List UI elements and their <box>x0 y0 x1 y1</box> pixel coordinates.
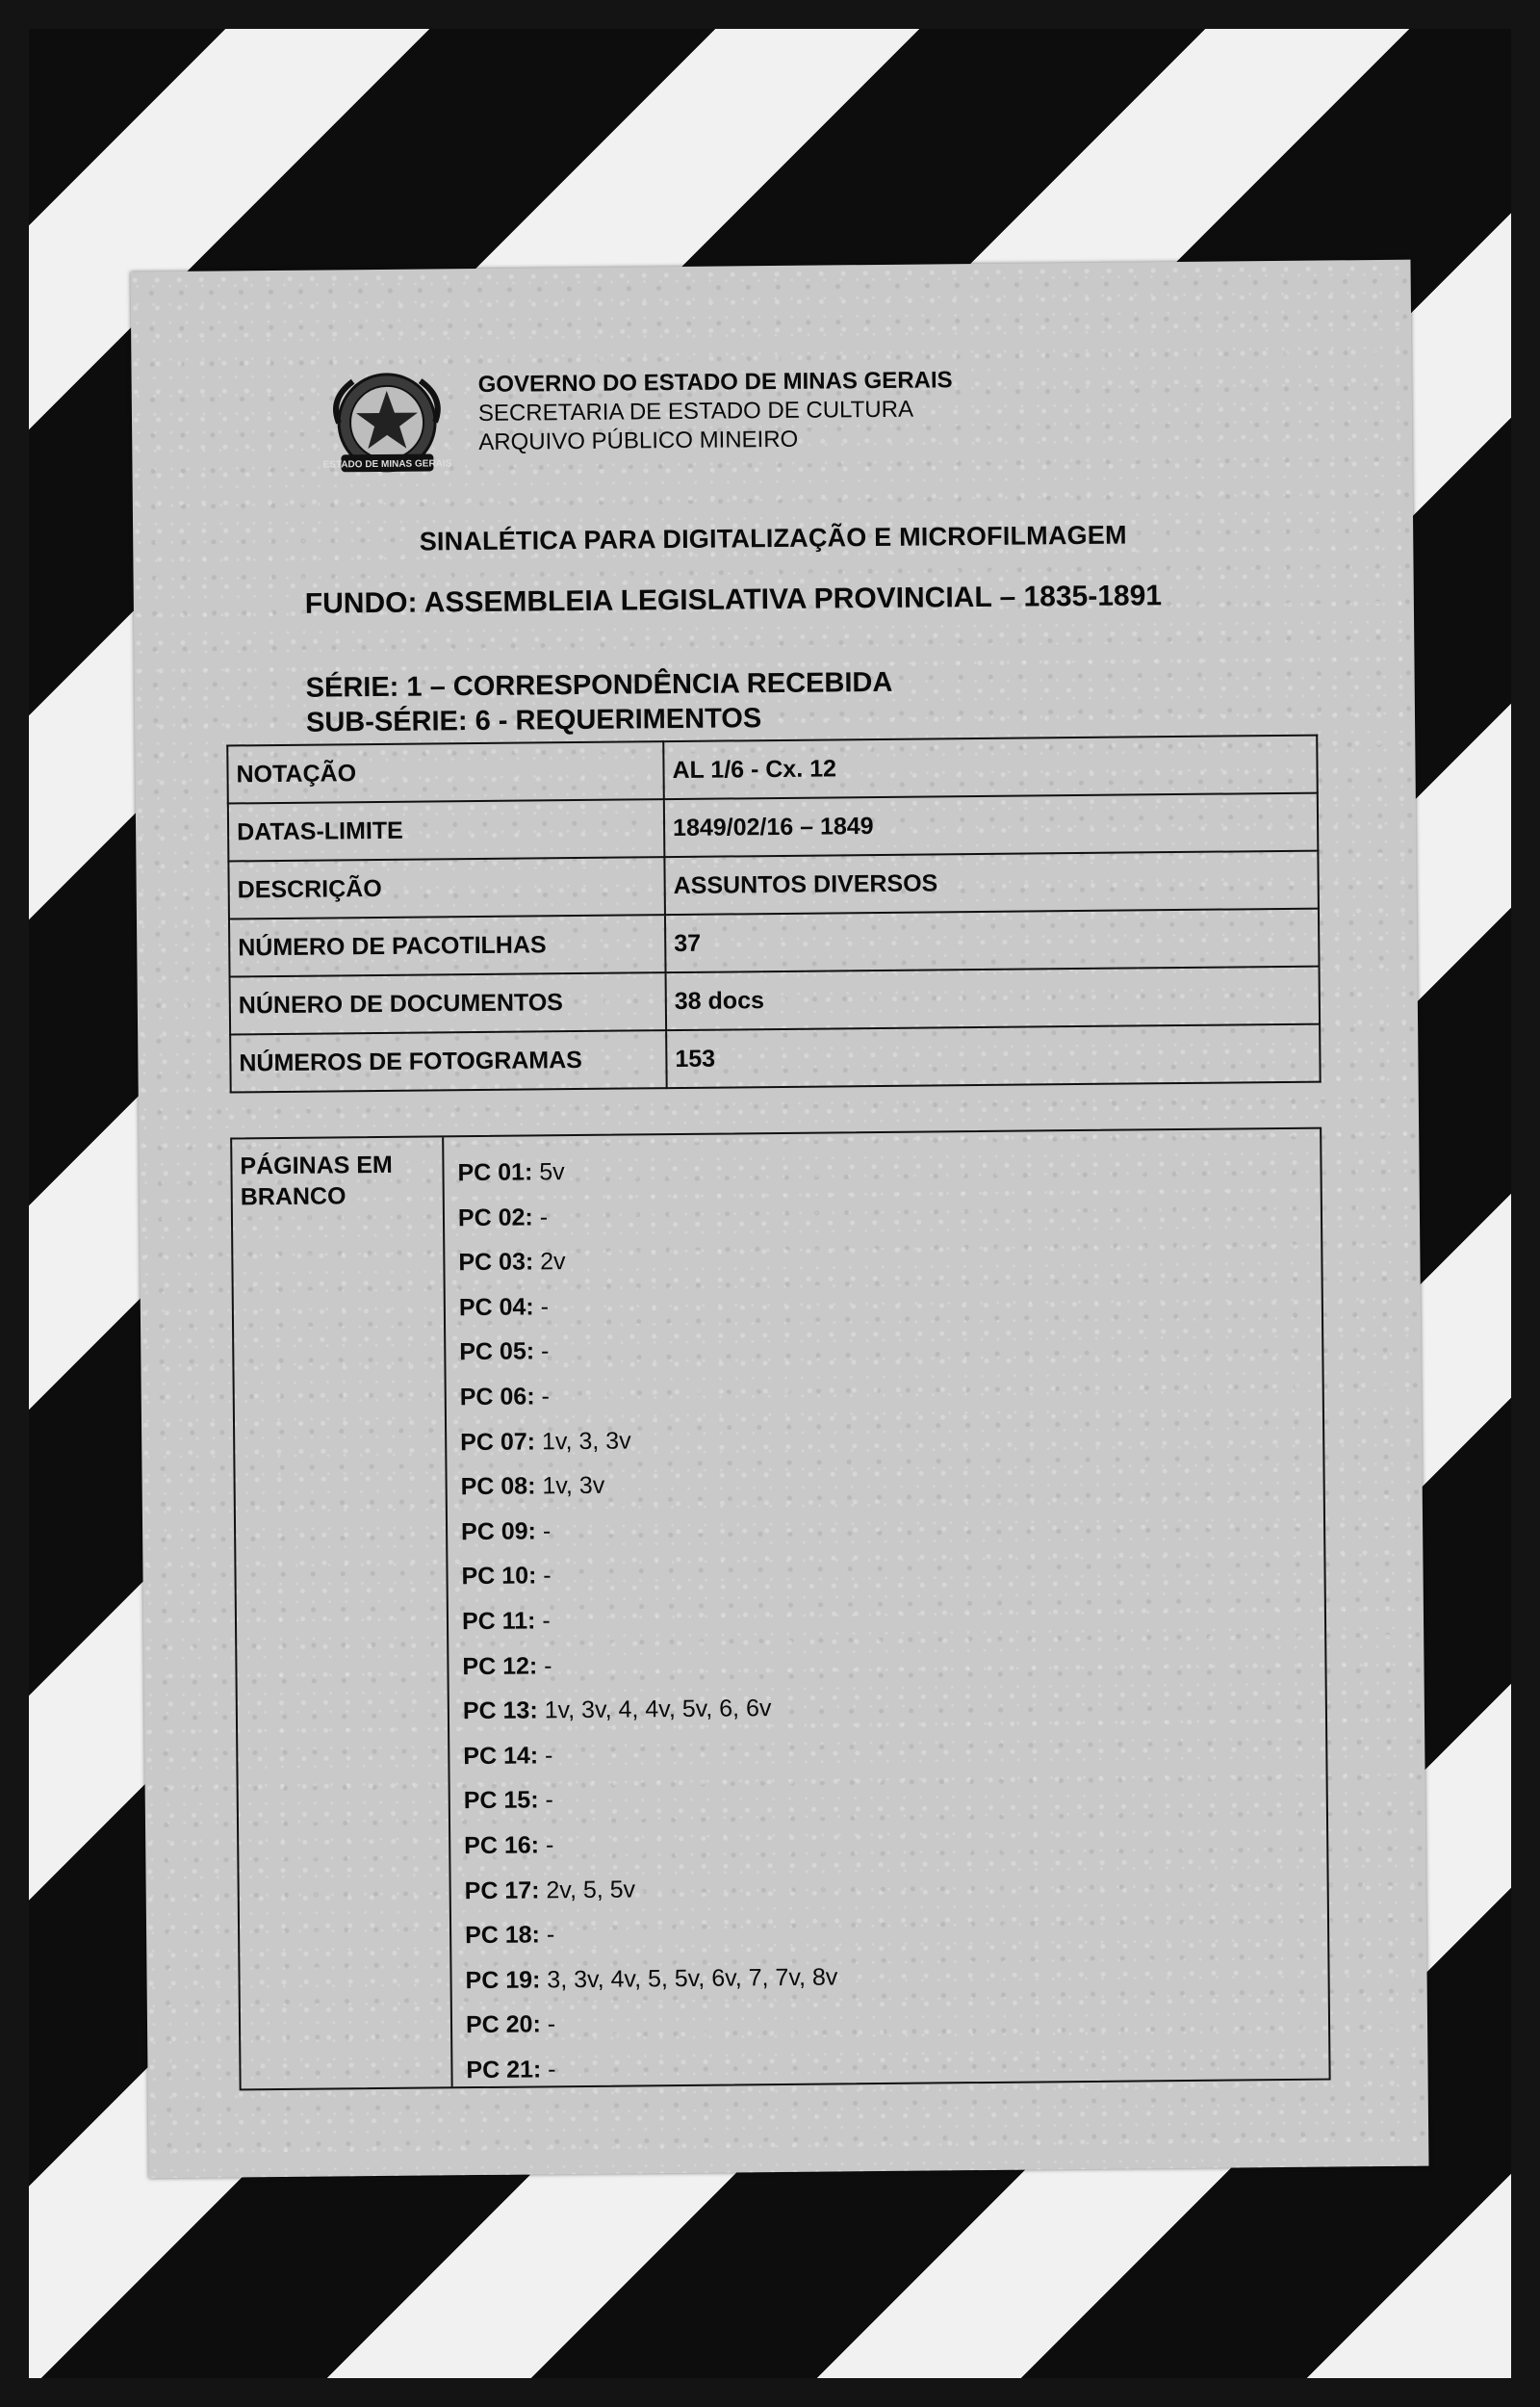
info-row <box>227 736 1318 804</box>
pacotilha-code: PC 03: <box>458 1248 534 1277</box>
info-value: 38 docs <box>666 967 1321 1031</box>
blank-page-numbers: - <box>543 1562 552 1590</box>
blank-pages-entry <box>460 1371 833 1419</box>
blank-pages-entry <box>462 1641 834 1689</box>
blank-pages-entry <box>461 1551 834 1599</box>
fundo-line: FUNDO: ASSEMBLEIA LEGISLATIVA PROVINCIAL – 1835-1891 <box>304 580 1163 620</box>
pacotilha-code: PC 17: <box>464 1876 540 1904</box>
blank-pages-box <box>230 1127 1330 2091</box>
blank-pages-entry <box>458 1192 831 1240</box>
blank-pages-entry <box>459 1327 832 1375</box>
blank-pages-entry <box>461 1506 834 1554</box>
blank-pages-entry <box>464 1865 836 1913</box>
pacotilha-code: PC 02: <box>457 1204 533 1231</box>
blank-pages-entry <box>460 1462 833 1510</box>
blank-pages-entry <box>460 1416 833 1464</box>
info-value: 153 <box>666 1024 1321 1089</box>
blank-pages-entry <box>465 1954 837 2003</box>
blank-page-numbers: - <box>545 1831 554 1859</box>
blank-page-numbers: 1v, 3, 3v <box>541 1427 631 1455</box>
blank-pages-list <box>457 1147 838 2092</box>
blank-pages-entry <box>457 1147 830 1195</box>
blank-pages-entry <box>463 1730 835 1778</box>
blank-page-numbers: 2v <box>540 1248 566 1276</box>
pacotilha-code: PC 07: <box>460 1428 536 1456</box>
pacotilha-code: PC 16: <box>464 1831 540 1860</box>
pacotilha-code: PC 19: <box>465 1966 541 1994</box>
pacotilha-code: PC 01: <box>457 1158 533 1187</box>
blank-pages-label: PÁGINAS EM BRANCO <box>240 1151 393 1211</box>
info-value: AL 1/6 - Cx. 12 <box>663 736 1318 800</box>
info-value: ASSUNTOS DIVERSOS <box>664 851 1319 916</box>
blank-page-numbers: 3, 3v, 4v, 5, 5v, 6v, 7, 7v, 8v <box>547 1963 838 1994</box>
blank-page-numbers: - <box>541 1383 550 1411</box>
pacotilha-code: PC 14: <box>463 1742 539 1770</box>
document-title: SINALÉTICA PARA DIGITALIZAÇÃO E MICROFILMAGEM <box>419 520 1127 556</box>
pacotilha-code: PC 12: <box>462 1651 538 1680</box>
pacotilha-code: PC 05: <box>459 1337 535 1366</box>
info-label: NÚMERO DE PACOTILHAS <box>229 915 666 976</box>
blank-pages-entry <box>464 1820 836 1868</box>
pacotilha-code: PC 13: <box>462 1696 538 1725</box>
document-sheet <box>131 260 1429 2179</box>
pacotilha-code: PC 15: <box>463 1786 539 1815</box>
blank-page-numbers: - <box>542 1607 551 1635</box>
blank-pages-entry <box>466 2044 838 2092</box>
blank-pages-entry <box>464 1775 836 1824</box>
blank-page-numbers: - <box>548 2056 556 2083</box>
seal-lettering: ESTADO DE MINAS GERAIS <box>322 458 452 471</box>
secretariat-header: SECRETARIA DE ESTADO DE CULTURA <box>477 396 914 427</box>
pacotilha-code: PC 20: <box>465 2010 541 2039</box>
blank-pages-entry <box>466 2000 838 2048</box>
info-label: NOTAÇÃO <box>227 741 664 803</box>
blank-pages-entry <box>463 1686 835 1734</box>
subserie-line: SUB-SÉRIE: 6 - REQUERIMENTOS <box>305 703 762 738</box>
blank-page-numbers: 5v <box>539 1158 565 1186</box>
info-label: DATAS-LIMITE <box>228 799 665 861</box>
serie-line: SÉRIE: 1 – CORRESPONDÊNCIA RECEBIDA <box>305 666 893 704</box>
blank-page-numbers: - <box>542 1517 552 1545</box>
blank-page-numbers: 2v, 5, 5v <box>546 1875 636 1903</box>
blank-page-numbers: 1v, 3v <box>542 1471 605 1500</box>
pacotilha-code: PC 10: <box>461 1562 537 1591</box>
blank-page-numbers: - <box>539 1203 549 1230</box>
blank-pages-entry <box>458 1237 831 1285</box>
info-value: 37 <box>665 909 1320 973</box>
blank-page-numbers: - <box>540 1293 550 1321</box>
archive-header: ARQUIVO PÚBLICO MINEIRO <box>478 426 799 455</box>
blank-page-numbers: - <box>544 1651 552 1679</box>
info-row <box>228 793 1319 862</box>
blank-pages-entry <box>462 1595 834 1643</box>
pacotilha-code: PC 11: <box>461 1607 536 1636</box>
blank-page-numbers: - <box>547 2010 556 2038</box>
blank-pages-divider <box>442 1137 452 2086</box>
info-row <box>229 909 1320 977</box>
pacotilha-code: PC 04: <box>458 1293 534 1321</box>
pacotilha-code: PC 18: <box>464 1921 541 1950</box>
blank-pages-entry <box>459 1281 832 1330</box>
info-table <box>226 735 1321 1094</box>
state-coat-of-arms-seal <box>320 369 455 485</box>
government-header: GOVERNO DO ESTADO DE MINAS GERAIS <box>477 367 953 398</box>
blank-pages-entry <box>465 1910 837 1958</box>
pacotilha-code: PC 06: <box>459 1383 535 1411</box>
blank-page-numbers: - <box>540 1337 550 1365</box>
pacotilha-code: PC 09: <box>460 1517 537 1545</box>
blank-page-numbers: 1v, 3v, 4, 4v, 5v, 6, 6v <box>544 1695 772 1724</box>
info-row <box>230 967 1321 1035</box>
info-label: NÚNERO DE DOCUMENTOS <box>230 972 667 1034</box>
info-label: NÚMEROS DE FOTOGRAMAS <box>230 1030 667 1092</box>
blank-page-numbers: - <box>545 1786 554 1814</box>
pacotilha-code: PC 08: <box>460 1472 536 1501</box>
blank-page-numbers: - <box>546 1921 555 1949</box>
info-label: DESCRIÇÃO <box>228 857 665 919</box>
info-row <box>230 1024 1321 1093</box>
pacotilha-code: PC 21: <box>466 2056 542 2084</box>
info-row <box>228 851 1319 919</box>
info-value: 1849/02/16 – 1849 <box>664 793 1319 858</box>
blank-page-numbers: - <box>544 1742 553 1770</box>
